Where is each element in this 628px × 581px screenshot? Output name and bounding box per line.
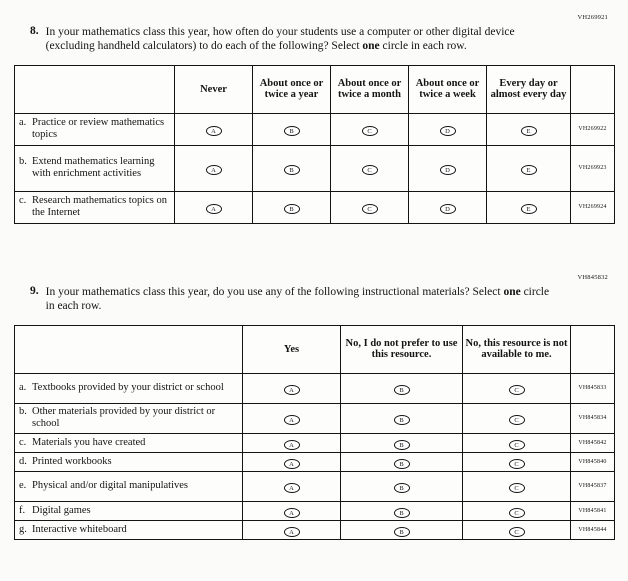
bubble-letter: C [367,128,372,136]
q8-header-code-stub [571,65,615,113]
question-9-response-table [14,325,615,540]
option-cell [409,145,487,191]
option-cell [331,145,409,191]
row-text: Extend mathematics learning with enrichment activities [32,156,155,180]
question-9-stem [30,285,614,314]
q9-column-no-prefer: No, I do not prefer to use this resource. [341,325,463,373]
bubble-letter: C [514,509,519,517]
option-cell [341,520,463,539]
question-8-prompt [46,25,551,54]
row-letter: c. [19,436,27,448]
row-text: Materials you have created [32,436,146,448]
bubble-letter: B [399,387,404,395]
option-cell [253,113,331,145]
bubble-letter: C [514,528,519,536]
answer-bubble[interactable] [284,415,300,425]
row-text: Printed workbooks [32,455,112,467]
bubble-letter: B [289,128,294,136]
option-cell [331,191,409,223]
question-8-number: 8. [30,25,39,37]
table-row [15,191,615,223]
bubble-letter: A [289,460,294,468]
table-row [15,403,615,433]
answer-bubble[interactable] [509,508,525,518]
answer-bubble[interactable] [362,126,378,136]
q9-header-row [15,325,615,373]
row-label [15,145,175,191]
option-cell [487,191,571,223]
bubble-letter: E [526,206,531,214]
row-label [15,373,243,403]
answer-bubble[interactable] [521,126,537,136]
row-accession-code: VH845840 [571,452,615,471]
option-cell [341,433,463,452]
question-9-prompt [46,285,551,314]
bubble-letter: D [445,167,450,175]
question-8-stem [30,25,614,54]
answer-bubble[interactable] [362,204,378,214]
bubble-letter: A [289,417,294,425]
option-cell [243,452,341,471]
option-cell [175,113,253,145]
answer-bubble[interactable] [284,204,300,214]
answer-bubble[interactable] [284,483,300,493]
answer-bubble[interactable] [521,204,537,214]
row-accession-code: VH269924 [571,191,615,223]
answer-bubble[interactable] [284,508,300,518]
table-row [15,145,615,191]
row-label [15,471,243,501]
answer-bubble[interactable] [394,385,410,395]
prompt-text: In your mathematics class this year, do you use any of the following instructional materials? Select [45,285,504,298]
q8-column-once-twice-month: About once or twice a month [331,65,409,113]
option-cell [175,145,253,191]
bubble-letter: B [399,460,404,468]
row-text: Research mathematics topics on the Internet [32,195,167,219]
bubble-letter: A [289,485,294,493]
row-letter: f. [19,504,26,516]
bubble-letter: D [445,128,450,136]
q8-column-every-day: Every day or almost every day [487,65,571,113]
q8-column-once-twice-week: About once or twice a week [409,65,487,113]
row-letter: c. [19,195,27,207]
row-label [15,403,243,433]
row-accession-code: VH845841 [571,501,615,520]
option-cell [341,452,463,471]
option-cell [243,373,341,403]
table-row [15,433,615,452]
option-cell [463,520,571,539]
option-cell [463,433,571,452]
bubble-letter: A [211,167,216,175]
row-label [15,113,175,145]
bubble-letter: C [514,460,519,468]
bubble-letter: C [514,441,519,449]
answer-bubble[interactable] [509,527,525,537]
answer-bubble[interactable] [362,165,378,175]
bubble-letter: A [289,441,294,449]
answer-bubble[interactable] [509,415,525,425]
bubble-letter: A [211,206,216,214]
answer-bubble[interactable] [509,385,525,395]
table-row [15,471,615,501]
option-cell [253,191,331,223]
bubble-letter: A [289,509,294,517]
answer-bubble[interactable] [284,440,300,450]
q8-column-never: Never [175,65,253,113]
q9-column-yes: Yes [243,325,341,373]
option-cell [243,471,341,501]
question-8-accession-code: VH269921 [577,14,608,21]
row-label [15,520,243,539]
row-accession-code: VH845844 [571,520,615,539]
bubble-letter: C [367,206,372,214]
row-label [15,452,243,471]
option-cell [463,452,571,471]
row-accession-code: VH845834 [571,403,615,433]
q9-header-stub [15,325,243,373]
row-text: Digital games [32,504,91,516]
question-8 [14,14,614,224]
option-cell [341,373,463,403]
question-9-accession-code: VH845832 [577,273,608,281]
answer-bubble[interactable] [284,126,300,136]
row-text: Interactive whiteboard [32,523,127,535]
bubble-letter: E [526,167,531,175]
option-cell [463,501,571,520]
q8-header-row [15,65,615,113]
answer-bubble[interactable] [440,204,456,214]
row-text: Practice or review mathematics topics [32,117,165,141]
row-letter: a. [19,117,27,129]
option-cell [463,471,571,501]
answer-bubble[interactable] [521,165,537,175]
q8-header-stub [15,65,175,113]
bubble-letter: B [399,485,404,493]
row-accession-code: VH845837 [571,471,615,501]
option-cell [341,471,463,501]
prompt-text: circle in each row. [379,40,467,53]
answer-bubble[interactable] [284,459,300,469]
question-9-number: 9. [30,284,39,297]
option-cell [243,501,341,520]
bubble-letter: A [289,387,294,395]
row-letter: g. [19,523,27,535]
row-letter: b. [19,406,27,418]
answer-bubble[interactable] [284,165,300,175]
bubble-letter: B [289,206,294,214]
table-row [15,520,615,539]
option-cell [243,403,341,433]
row-text: Other materials provided by your district or school [32,406,216,430]
bubble-letter: B [399,509,404,517]
bubble-letter: B [289,167,294,175]
prompt-emphasis: one [503,285,521,298]
answer-bubble[interactable] [440,126,456,136]
row-label [15,191,175,223]
answer-bubble[interactable] [509,440,525,450]
answer-bubble[interactable] [394,440,410,450]
answer-bubble[interactable] [440,165,456,175]
answer-bubble[interactable] [284,527,300,537]
option-cell [463,403,571,433]
q9-header-code-stub [571,325,615,373]
row-letter: a. [19,382,27,394]
row-accession-code: VH845842 [571,433,615,452]
row-accession-code: VH269922 [571,113,615,145]
bubble-letter: B [399,417,404,425]
prompt-emphasis: one [362,40,380,53]
prompt-text: In your mathematics class this year, how often do your students use a computer or other digital device (excluding handheld calculators) to do each of the following? Select [45,26,515,53]
option-cell [175,191,253,223]
question-8-response-table [14,65,615,224]
q8-column-once-twice-year: About once or twice a year [253,65,331,113]
bubble-letter: B [399,528,404,536]
answer-bubble[interactable] [206,204,222,214]
option-cell [243,433,341,452]
answer-bubble[interactable] [394,459,410,469]
bubble-letter: E [526,128,531,136]
row-letter: e. [19,480,27,492]
bubble-letter: C [367,167,372,175]
bubble-letter: A [289,528,294,536]
q9-column-no-available: No, this resource is not available to me. [463,325,571,373]
prompt-text: circle in each row. [45,285,550,313]
row-accession-code: VH845833 [571,373,615,403]
row-label [15,501,243,520]
row-text: Physical and/or digital manipulatives [32,480,189,492]
option-cell [243,520,341,539]
table-row [15,452,615,471]
bubble-letter: D [445,206,450,214]
option-cell [253,145,331,191]
bubble-letter: C [514,387,519,395]
option-cell [409,113,487,145]
option-cell [341,501,463,520]
bubble-letter: B [399,441,404,449]
answer-bubble[interactable] [394,415,410,425]
row-label [15,433,243,452]
answer-bubble[interactable] [509,459,525,469]
row-text: Textbooks provided by your district or school [32,382,224,394]
row-accession-code: VH269923 [571,145,615,191]
bubble-letter: A [211,128,216,136]
option-cell [341,403,463,433]
row-letter: b. [19,156,27,168]
answer-bubble[interactable] [509,483,525,493]
option-cell [409,191,487,223]
answer-bubble[interactable] [394,508,410,518]
table-row [15,113,615,145]
bubble-letter: C [514,417,519,425]
answer-bubble[interactable] [394,483,410,493]
table-row [15,501,615,520]
row-letter: d. [19,455,27,467]
answer-bubble[interactable] [394,527,410,537]
option-cell [331,113,409,145]
option-cell [463,373,571,403]
answer-bubble[interactable] [284,385,300,395]
answer-bubble[interactable] [206,165,222,175]
option-cell [487,113,571,145]
question-9 [14,274,614,540]
option-cell [487,145,571,191]
table-row [15,373,615,403]
bubble-letter: C [514,485,519,493]
answer-bubble[interactable] [206,126,222,136]
